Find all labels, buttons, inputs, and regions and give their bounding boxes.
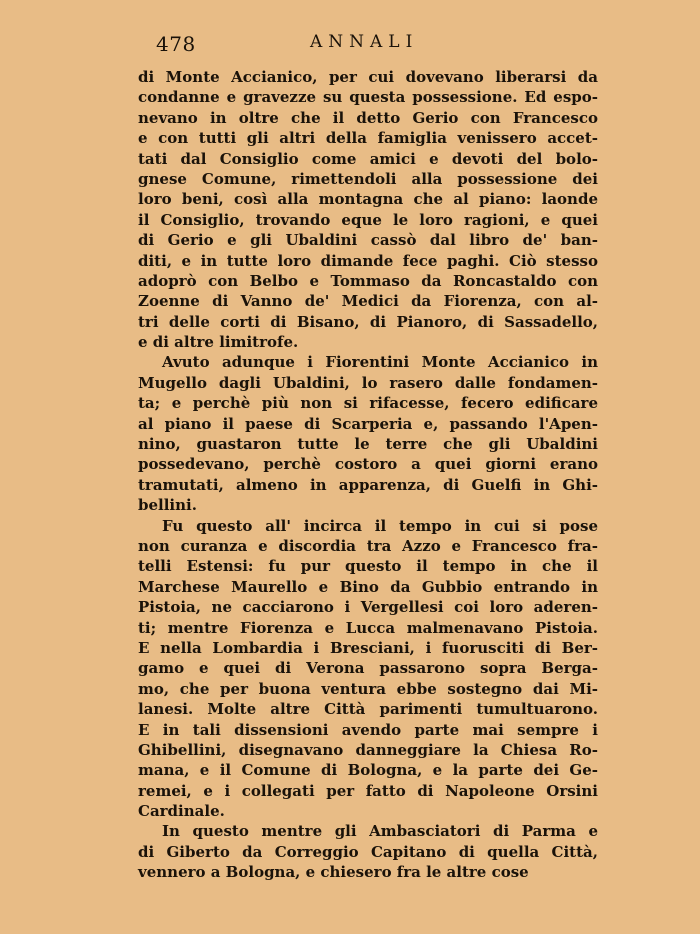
text-line: mana, e il Comune di Bologna, e la parte dei Ge- <box>138 761 598 780</box>
text-line: gamo e quei di Verona passarono sopra Berga- <box>138 659 598 678</box>
text-line: tati dal Consiglio come amici e devoti del bolo- <box>138 149 598 168</box>
text-line: E in tali dissensioni avendo parte mai sempre i <box>138 720 598 739</box>
text-line: possedevano, perchè costoro a quei giorni erano <box>138 455 598 474</box>
text-line: mo, che per buona ventura ebbe sostegno dai Mi- <box>138 679 598 698</box>
text-line: e con tutti gli altri della famiglia venissero accet- <box>138 129 598 148</box>
text-line: Mugello dagli Ubaldini, lo rasero dalle fondamen- <box>138 373 598 392</box>
text-line: il Consiglio, trovando eque le loro ragioni, e quei <box>138 210 598 229</box>
text-line: bellini. <box>138 496 197 515</box>
text-line: di Giberto da Correggio Capitano di quella Città, <box>138 842 598 861</box>
paragraph <box>138 67 598 352</box>
text-line: al piano il paese di Scarperia e, passando l'Apen- <box>138 414 598 433</box>
running-head: ANNALI <box>310 32 419 52</box>
text-line: Cardinale. <box>138 802 225 821</box>
page-number: 478 <box>156 32 196 56</box>
text-line: adoprò con Belbo e Tommaso da Roncastaldo con <box>138 271 598 290</box>
text-line: lanesi. Molte altre Città parimenti tumultuarono. <box>138 700 598 719</box>
text-line: condanne e gravezze su questa possessione. Ed espo- <box>138 88 598 107</box>
text-line: diti, e in tutte loro dimande fece paghi. Ciò stesso <box>138 251 598 270</box>
text-line: vennero a Bologna, e chiesero fra le altre cose <box>138 863 529 882</box>
text-line: nino, guastaron tutte le terre che gli Ubaldini <box>138 435 598 454</box>
text-line: E nella Lombardia i Bresciani, i fuorusciti di Ber- <box>138 638 598 657</box>
text-line: tri delle corti di Bisano, di Pianoro, di Sassadello, <box>138 312 598 331</box>
text-line: gnese Comune, rimettendoli alla possessione dei <box>138 169 598 188</box>
text-line: Fu questo all' incirca il tempo in cui si pose <box>162 516 598 535</box>
paragraph <box>138 516 598 822</box>
text-line: tramutati, almeno in apparenza, di Guelfi in Ghi- <box>138 475 598 494</box>
text-line: e di altre limitrofe. <box>138 333 299 352</box>
text-line: In questo mentre gli Ambasciatori di Parma e <box>162 822 598 841</box>
text-line: di Monte Accianico, per cui dovevano liberarsi da <box>138 68 598 86</box>
body-text <box>138 67 598 883</box>
paragraph <box>138 821 598 882</box>
text-line: Marchese Maurello e Bino da Gubbio entrando in <box>138 577 598 596</box>
paragraph <box>138 352 598 515</box>
text-line: non curanza e discordia tra Azzo e Francesco fra- <box>138 536 598 555</box>
text-line: ti; mentre Fiorenza e Lucca malmenavano Pistoia. <box>138 618 598 637</box>
text-line: ta; e perchè più non si rifacesse, fecero edificare <box>138 394 598 413</box>
text-line: Ghibellini, disegnavano danneggiare la Chiesa Ro- <box>138 740 598 759</box>
text-line: remei, e i collegati per fatto di Napoleone Orsini <box>138 781 598 800</box>
text-line: nevano in oltre che il detto Gerio con Francesco <box>138 108 598 127</box>
text-line: Zoenne di Vanno de' Medici da Fiorenza, con al- <box>138 292 598 311</box>
page-header <box>0 30 700 60</box>
text-line: telli Estensi: fu pur questo il tempo in che il <box>138 557 598 576</box>
text-line: di Gerio e gli Ubaldini cassò dal libro de' ban- <box>138 231 598 250</box>
text-line: loro beni, così alla montagna che al piano: laonde <box>138 190 598 209</box>
text-line: Avuto adunque i Fiorentini Monte Accianico in <box>162 353 598 372</box>
text-line: Pistoia, ne cacciarono i Vergellesi coi loro aderen- <box>138 598 598 617</box>
